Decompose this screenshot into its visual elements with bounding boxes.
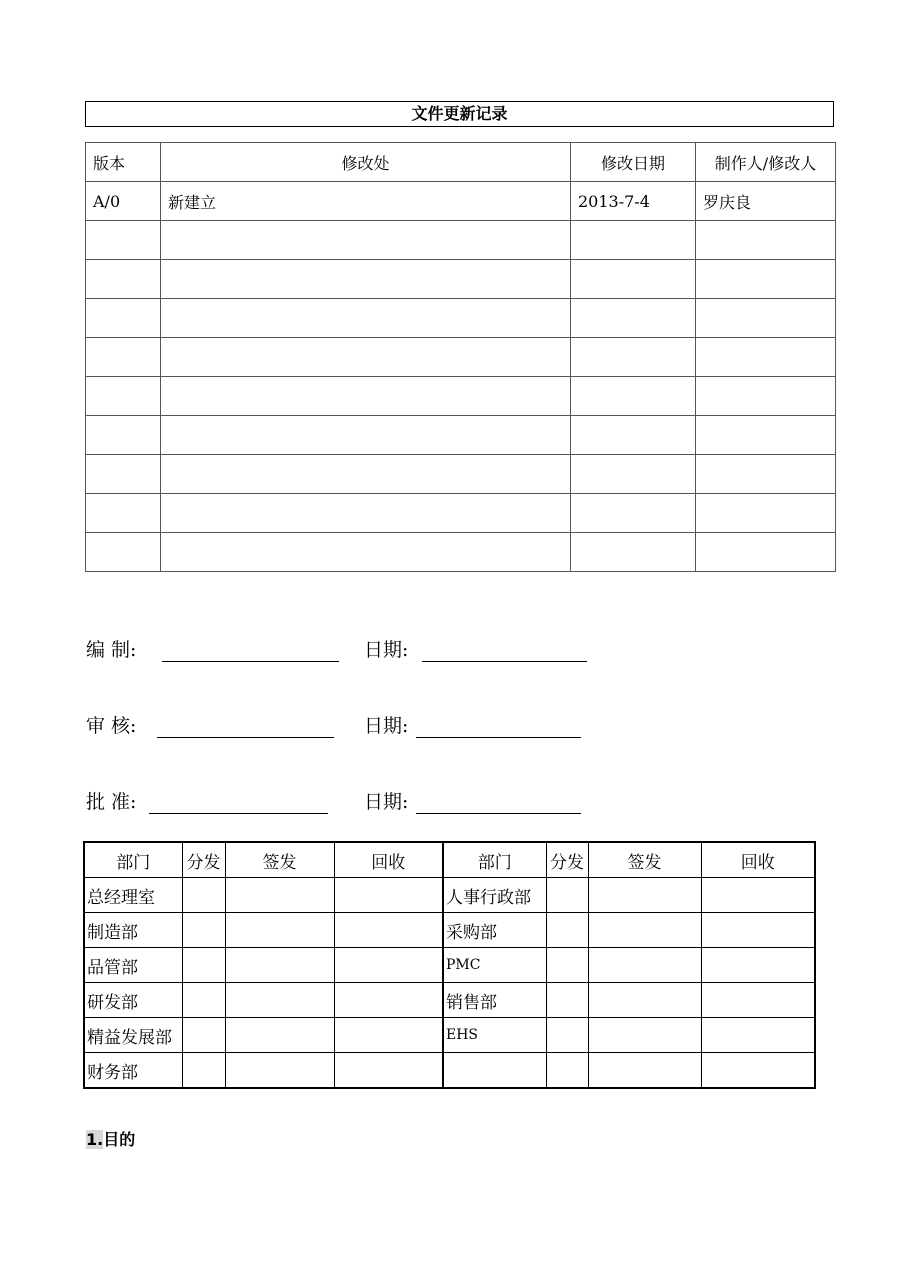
issue-cell-left[interactable] xyxy=(182,878,225,913)
distribution-row xyxy=(84,983,815,1018)
date-cell[interactable] xyxy=(571,299,696,338)
sign-cell-right[interactable] xyxy=(588,1053,701,1089)
review-signature-line[interactable] xyxy=(157,737,334,738)
author-cell[interactable]: 罗庆良 xyxy=(696,182,836,221)
revision-row xyxy=(86,533,836,572)
issue-cell-left[interactable] xyxy=(182,1018,225,1053)
version-cell[interactable] xyxy=(86,377,161,416)
distribution-row xyxy=(84,1053,815,1089)
document-title: 文件更新记录 xyxy=(411,104,508,123)
version-cell[interactable] xyxy=(86,416,161,455)
version-cell[interactable] xyxy=(86,455,161,494)
version-cell[interactable] xyxy=(86,494,161,533)
date-cell[interactable] xyxy=(571,377,696,416)
date-cell[interactable] xyxy=(571,260,696,299)
version-cell[interactable] xyxy=(86,338,161,377)
date-cell[interactable] xyxy=(571,221,696,260)
author-cell[interactable] xyxy=(696,494,836,533)
section-number: 1. xyxy=(86,1130,104,1149)
revision-table xyxy=(85,142,836,572)
revision-row xyxy=(86,338,836,377)
dept-name-right: 销售部 xyxy=(443,983,546,1018)
document-title-box xyxy=(85,101,834,127)
header-date: 修改日期 xyxy=(571,143,696,182)
change-cell[interactable] xyxy=(161,494,571,533)
revision-row xyxy=(86,182,836,221)
revision-row xyxy=(86,221,836,260)
recall-cell-left[interactable] xyxy=(334,1053,443,1089)
header-version: 版本 xyxy=(86,143,161,182)
dept-name-right: EHS xyxy=(443,1018,546,1053)
sign-cell-right[interactable] xyxy=(588,878,701,913)
issue-cell-right[interactable] xyxy=(546,1018,588,1053)
revision-row xyxy=(86,260,836,299)
section-heading xyxy=(86,1128,135,1152)
change-cell[interactable] xyxy=(161,377,571,416)
distribution-header-row xyxy=(84,842,815,878)
sign-cell-left[interactable] xyxy=(225,1053,334,1089)
issue-cell-left[interactable] xyxy=(182,1053,225,1089)
recall-cell-left[interactable] xyxy=(334,948,443,983)
version-cell[interactable] xyxy=(86,533,161,572)
version-cell[interactable] xyxy=(86,299,161,338)
dist-header-recall-left: 回收 xyxy=(334,842,443,878)
change-cell[interactable]: 新建立 xyxy=(161,182,571,221)
author-cell[interactable] xyxy=(696,533,836,572)
section-title: 目的 xyxy=(103,1130,136,1149)
issue-cell-left[interactable] xyxy=(182,983,225,1018)
approve-label: 批 准: xyxy=(86,791,137,813)
distribution-row xyxy=(84,948,815,983)
dept-name-right xyxy=(443,1053,546,1089)
dept-name-left: 财务部 xyxy=(84,1053,182,1089)
dist-header-dept-right: 部门 xyxy=(443,842,546,878)
author-cell[interactable] xyxy=(696,299,836,338)
author-cell[interactable] xyxy=(696,377,836,416)
date-cell[interactable] xyxy=(571,533,696,572)
dept-name-right: PMC xyxy=(443,948,546,983)
issue-cell-left[interactable] xyxy=(182,948,225,983)
sign-cell-right[interactable] xyxy=(588,983,701,1018)
compile-signature-line[interactable] xyxy=(162,661,339,662)
recall-cell-right[interactable] xyxy=(701,983,815,1018)
recall-cell-left[interactable] xyxy=(334,878,443,913)
approve-date-label: 日期: xyxy=(364,791,409,813)
revision-table-body xyxy=(86,182,836,572)
version-cell[interactable]: A/0 xyxy=(86,182,161,221)
distribution-table-body xyxy=(84,842,815,1088)
recall-cell-right[interactable] xyxy=(701,1053,815,1089)
dept-name-left: 制造部 xyxy=(84,913,182,948)
recall-cell-right[interactable] xyxy=(701,1018,815,1053)
recall-cell-left[interactable] xyxy=(334,913,443,948)
dist-header-issue-left: 分发 xyxy=(182,842,225,878)
revision-row xyxy=(86,416,836,455)
recall-cell-right[interactable] xyxy=(701,878,815,913)
distribution-row xyxy=(84,878,815,913)
date-cell[interactable] xyxy=(571,338,696,377)
dept-name-left: 品管部 xyxy=(84,948,182,983)
change-cell[interactable] xyxy=(161,221,571,260)
author-cell[interactable] xyxy=(696,221,836,260)
issue-cell-right[interactable] xyxy=(546,1053,588,1089)
author-cell[interactable] xyxy=(696,338,836,377)
header-author: 制作人/修改人 xyxy=(696,143,836,182)
revision-row xyxy=(86,377,836,416)
dept-name-left: 研发部 xyxy=(84,983,182,1018)
recall-cell-right[interactable] xyxy=(701,913,815,948)
recall-cell-left[interactable] xyxy=(334,983,443,1018)
review-date-line[interactable] xyxy=(416,737,581,738)
revision-row xyxy=(86,494,836,533)
sign-cell-left[interactable] xyxy=(225,1018,334,1053)
date-cell[interactable] xyxy=(571,455,696,494)
revision-row xyxy=(86,299,836,338)
change-cell[interactable] xyxy=(161,299,571,338)
change-cell[interactable] xyxy=(161,416,571,455)
dept-name-left: 总经理室 xyxy=(84,878,182,913)
version-cell[interactable] xyxy=(86,260,161,299)
date-cell[interactable] xyxy=(571,494,696,533)
dist-header-sign-right: 签发 xyxy=(588,842,701,878)
issue-cell-right[interactable] xyxy=(546,948,588,983)
sign-cell-right[interactable] xyxy=(588,913,701,948)
sign-cell-right[interactable] xyxy=(588,948,701,983)
recall-cell-right[interactable] xyxy=(701,948,815,983)
issue-cell-left[interactable] xyxy=(182,913,225,948)
dist-header-recall-right: 回收 xyxy=(701,842,815,878)
sign-cell-left[interactable] xyxy=(225,983,334,1018)
dist-header-dept-left: 部门 xyxy=(84,842,182,878)
sign-cell-left[interactable] xyxy=(225,878,334,913)
revision-row xyxy=(86,455,836,494)
compile-date-label: 日期: xyxy=(364,639,409,661)
date-cell[interactable]: 2013-7-4 xyxy=(571,182,696,221)
approve-date-line[interactable] xyxy=(416,813,581,814)
sign-cell-left[interactable] xyxy=(225,948,334,983)
change-cell[interactable] xyxy=(161,533,571,572)
author-cell[interactable] xyxy=(696,455,836,494)
dist-header-issue-right: 分发 xyxy=(546,842,588,878)
change-cell[interactable] xyxy=(161,455,571,494)
change-cell[interactable] xyxy=(161,338,571,377)
compile-date-line[interactable] xyxy=(422,661,587,662)
author-cell[interactable] xyxy=(696,416,836,455)
dept-name-right: 采购部 xyxy=(443,913,546,948)
author-cell[interactable] xyxy=(696,260,836,299)
sign-cell-left[interactable] xyxy=(225,913,334,948)
recall-cell-left[interactable] xyxy=(334,1018,443,1053)
header-change: 修改处 xyxy=(161,143,571,182)
dist-header-sign-left: 签发 xyxy=(225,842,334,878)
compile-label: 编 制: xyxy=(86,639,137,661)
distribution-row xyxy=(84,1018,815,1053)
date-cell[interactable] xyxy=(571,416,696,455)
sign-cell-right[interactable] xyxy=(588,1018,701,1053)
change-cell[interactable] xyxy=(161,260,571,299)
issue-cell-right[interactable] xyxy=(546,983,588,1018)
review-date-label: 日期: xyxy=(364,715,409,737)
issue-cell-right[interactable] xyxy=(546,878,588,913)
distribution-table xyxy=(83,841,816,1089)
issue-cell-right[interactable] xyxy=(546,913,588,948)
approve-signature-line[interactable] xyxy=(149,813,328,814)
revision-header-row xyxy=(86,143,836,182)
dept-name-right: 人事行政部 xyxy=(443,878,546,913)
version-cell[interactable] xyxy=(86,221,161,260)
distribution-row xyxy=(84,913,815,948)
review-label: 审 核: xyxy=(86,715,137,737)
dept-name-left: 精益发展部 xyxy=(84,1018,182,1053)
